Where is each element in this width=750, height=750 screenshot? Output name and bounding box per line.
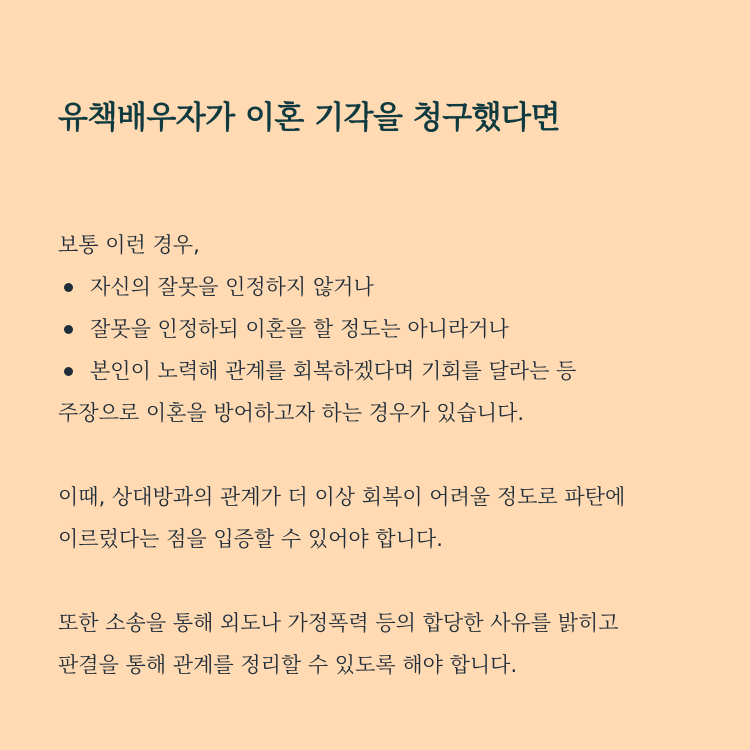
bullet-dot-icon xyxy=(64,367,73,376)
bullet-dot-icon xyxy=(64,325,73,334)
bullets-conclusion: 주장으로 이혼을 방어하고자 하는 경우가 있습니다. xyxy=(58,401,525,425)
paragraph2-line: 이르렀다는 점을 입증할 수 있어야 합니다. xyxy=(58,527,443,551)
bullet-item xyxy=(58,350,708,392)
paragraph3-line: 판결을 통해 관계를 정리할 수 있도록 해야 합니다. xyxy=(58,653,518,677)
paragraph3-line: 또한 소송을 통해 외도나 가정폭력 등의 합당한 사유를 밝히고 xyxy=(58,611,619,635)
bullet-item xyxy=(58,308,708,350)
bullet-text: 자신의 잘못을 인정하지 않거나 xyxy=(90,275,374,299)
bullet-text: 본인이 노력해 관계를 회복하겠다며 기회를 달라는 등 xyxy=(90,359,577,383)
intro-text: 보통 이런 경우, xyxy=(58,233,200,257)
paragraph-spacer xyxy=(58,434,708,476)
page-title: 유책배우자가 이혼 기각을 청구했다면 xyxy=(58,100,561,136)
bullet-item xyxy=(58,266,708,308)
bullet-text: 잘못을 인정하되 이혼을 할 정도는 아니라거나 xyxy=(90,317,509,341)
body-text xyxy=(58,224,708,686)
paragraph2-line: 이때, 상대방과의 관계가 더 이상 회복이 어려울 정도로 파탄에 xyxy=(58,485,626,509)
paragraph-spacer xyxy=(58,560,708,602)
bullet-dot-icon xyxy=(64,283,73,292)
